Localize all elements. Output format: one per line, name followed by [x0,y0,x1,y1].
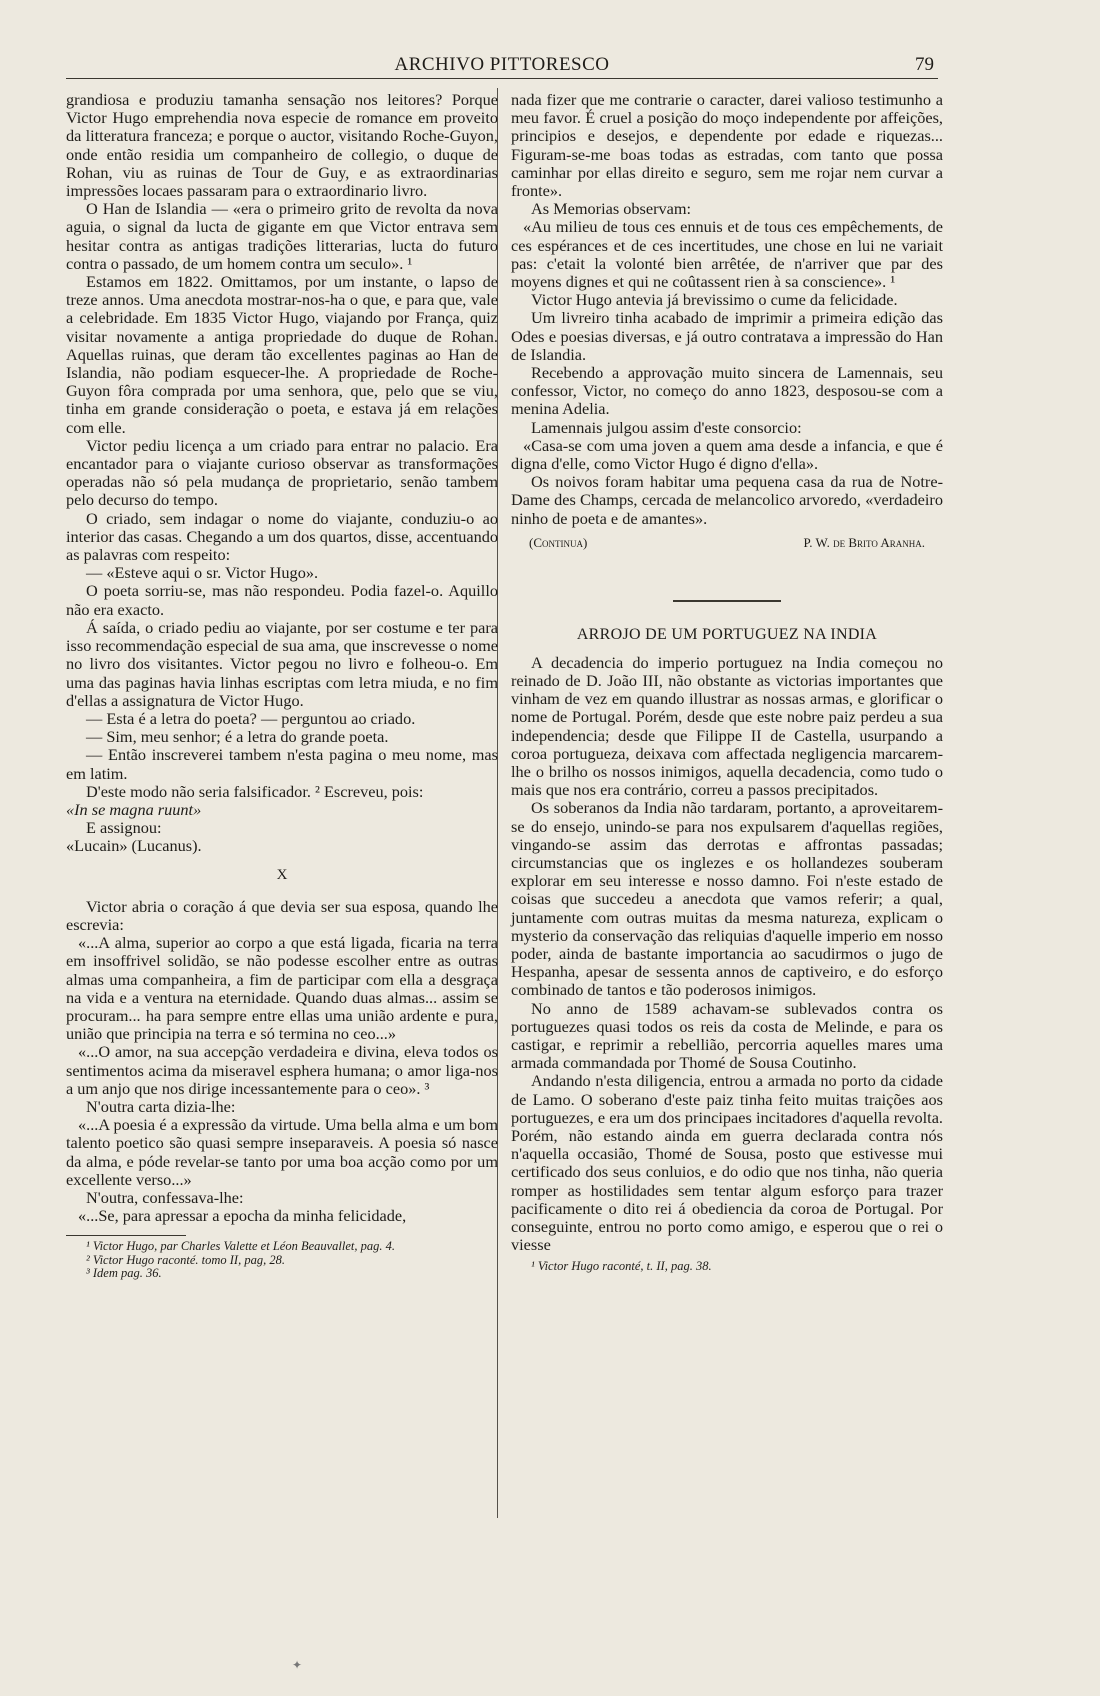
article-signature [511,534,943,552]
right-column [511,91,943,1274]
paragraph: Os soberanos da India não tardaram, portanto, a aproveitarem-se do ensejo, unindo-se para nos expulsarem d'aquellas regiões, vingando-se assim das derrotas e affrontas passadas; circumstancias que os inglezes e os hollandezes souberam explorar em seu interesse e nosso damno. Foi n'este estado de coisas que succedeu a anecdota que vamos referir; a qual, juntamente com outras muitas da mesma natureza, explicam o mysterio da conservação das reliquias d'aquelle imperio em nosso poder, ainda de bastante importancia ao sacudirmos o jugo de Hespanha, apesar de sessenta annos de captiveiro, e do esforço combinado de tantos e tão poderosos inimigos. [511,798,943,1000]
paragraph: Um livreiro tinha acabado de imprimir a primeira edição das Odes e poesias diversas, e já outro contratava a impressão do Han de Islandia. [511,308,943,364]
footnote-rule [66,1235,186,1236]
quote: «Lucain» (Lucanus). [66,836,202,856]
paragraph: N'outra, confessava-lhe: [86,1187,244,1207]
paragraph: — Esta é a letra do poeta? — perguntou ao criado. [86,708,416,728]
page-header [66,52,938,79]
paragraph: O poeta sorriu-se, mas não respondeu. Podia fazel-o. Aquillo não era exacto. [66,581,498,619]
paragraph: — «Esteve aqui o sr. Victor Hugo». [86,563,319,583]
continua-note: (Continua) [529,534,588,550]
paragraph: No anno de 1589 achavam-se sublevados contra os portuguezes quasi todos os reis da costa de Melinde, e para os castigar, e reprimir a rebellião, percorria aquelles mares uma armada commandada por Thomé de Sousa Coutinho. [511,998,943,1073]
paragraph: Victor abria o coração á que devia ser sua esposa, quando lhe escrevia: [66,896,498,934]
section-title: ARROJO DE UM PORTUGUEZ NA INDIA [576,625,878,643]
footnote: ² Victor Hugo raconté. tomo II, pag, 28. [86,1252,285,1267]
paragraph: Victor pediu licença a um criado para entrar no palacio. Era encantador para o viajante curioso observar as transformações operadas não só pela mudança de proprietario, senão tambem pelo decurso do tempo. [66,435,498,510]
section-numeral: X [276,866,288,883]
paragraph: nada fizer que me contrarie o caracter, darei valioso testimunho a meu favor. É cruel a posição do moço independente por affeições, principios e desejos, e dependente por edade e riquezas... Figuram-se-me boas todas as estradas, com tanto que possa caminhar por ellas direito e seguro, sem me rojar nem curvar a fronte». [511,90,943,201]
footnote: ³ Idem pag. 36. [86,1266,162,1281]
quote: «...O amor, na sua accepção verdadeira e divina, eleva todos os sentimentos acima da miseravel esphera humana; o amor liga-nos a um anjo que nos dirige incessantemente para o ceo». ³ [66,1042,498,1098]
paragraph: Andando n'esta diligencia, entrou a armada no porto da cidade de Lamo. O soberano d'este paiz tinha feito muitas traições aos portuguezes, e era um dos principaes incitadores d'aquella revolta. Porém, não estando ainda em guerra declarada contra nós n'aquella occasião, Thomé de Sousa, posto que estivesse mui certificado dos seus conluios, e do odio que nos tinha, não queria romper as hostilidades sem tentar algum esforço para trazer pacificamente o dito rei á obediencia da coroa de Portugal. Por conseguinte, entrou no porto como amigo, e esperou que o rei o viesse [511,1071,943,1255]
paragraph: D'este modo não seria falsificador. ² Escreveu, pois: [86,781,424,801]
section-separator [673,600,781,602]
paragraph: Lamennais julgou assim d'este consorcio: [531,417,802,437]
paragraph: E assignou: [86,818,162,838]
quote: «...A poesia é a expressão da virtude. Uma bella alma e um bom talento poetico são quasi sempre inseparaveis. A poesia só nasce da alma, e póde revelar-se tanto por uma boa acção como por um excellente verso...» [66,1115,498,1189]
paragraph: — Então inscreverei tambem n'esta pagina o meu nome, mas em latim. [66,745,498,783]
paragraph: grandiosa e produziu tamanha sensação nos leitores? Porque Victor Hugo emprehendia nova especie de romance em proveito da litteratura franceza; e porque o auctor, visitando Roche-Guyon, onde então residia um companheiro de collegio, o duque de Rohan, viu as ruinas de Tour de Guy, e as extraordinarias impressões locaes passaram para o extraordinario livro. [66,90,498,201]
paragraph: O Han de Islandia — «era o primeiro grito de revolta da nova aguia, o signal da lucta de gigante em que Victor entrava sem hesitar contra as antigas tradições litterarias, lucta do futuro contra o passado, de um homem contra um seculo». ¹ [66,199,498,273]
paragraph: A decadencia do imperio portuguez na India começou no reinado de D. João III, não obstante as victorias importantes que vinham de vez em quando illustrar as nossas armas, e glorificar o nome de Portugal. Porém, desde que este nobre paiz perdeu a sua independencia; desde que Filippe II de Castella, usurpando a coroa portugueza, deixava com affectada negligencia marcarem-lhe o brilho os nossos inimigos, aquella decadencia, como tudo o mais que nos era contrário, correu a passos precipitados. [511,652,943,800]
page-number: 79 [915,54,934,75]
paragraph: As Memorias observam: [531,199,692,219]
author-name: P. W. de Brito Aranha. [803,534,925,550]
quote: «Casa-se com uma joven a quem ama desde a infancia, e que é digna d'elle, como Victor Hugo é digno d'ella». [511,435,943,474]
left-column [66,91,498,1281]
paragraph: Recebendo a approvação muito sincera de Lamennais, seu confessor, Victor, no começo do anno 1823, desposou-se com a menina Adelia. [511,363,943,419]
quote: «...Se, para apressar a epocha da minha felicidade, [78,1206,407,1226]
printer-ornament-icon: ✦ [292,1658,303,1672]
footnote: ¹ Victor Hugo, par Charles Valette et Léon Beauvallet, pag. 4. [86,1239,396,1254]
quote: «...A alma, superior ao corpo a que está ligada, ficaria na terra em insoffrivel solidão, se não podesse escolher entre as outras almas uma companheira, a fim de participar com ella a desgraça na vida e a ventura na eternidade. Quando duas almas... assim se procuram... ha para sempre entre ellas uma união ardente e pura, união que principia na terra e só termina no ceo...» [66,933,498,1044]
paragraph: — Sim, meu senhor; é a letra do grande poeta. [86,727,389,747]
journal-title: ARCHIVO PITTORESCO [394,54,610,75]
quote: «Au milieu de tous ces ennuis et de tous ces empêchements, de ces espérances et de ces incertitudes, une chose en lui ne variait pas: c'etait la volonté bien arrêtée, de n'arriver que par des moyens dignes et qui ne coûtassent rien à sa conscience». ¹ [511,217,943,292]
footnote: ¹ Victor Hugo raconté, t. II, pag. 38. [531,1259,712,1274]
paragraph: Á saída, o criado pediu ao viajante, por ser costume e ter para isso recommendação especial de sua ama, que inscrevesse o nome no livro dos visitantes. Victor pegou no livro e folheou-o. Em uma das paginas havia linhas escriptas com letra miuda, e no fim d'ellas a assignatura de Victor Hugo. [66,617,498,710]
paragraph: O criado, sem indagar o nome do viajante, conduziu-o ao interior das casas. Chegando a um dos quartos, disse, accentuando as palavras com respeito: [66,508,498,565]
paragraph: Estamos em 1822. Omittamos, por um instante, o lapso de treze annos. Uma anecdota mostrar-nos-ha o que, e para que, vale a celebridade. Em 1835 Victor Hugo, viajando por França, quiz visitar novamente a antiga propriedade do duque de Rohan. Aquellas ruinas, que deram tão excellentes paginas ao Han de Islandia, não podiam esquecer-lhe. A propriedade de Roche-Guyon fôra comprada por uma senhora, que, pelo que se viu, tinha em grande consideração o poeta, e estava já em relações com elle. [66,272,498,437]
paragraph: N'outra carta dizia-lhe: [86,1096,236,1116]
paragraph: Os noivos foram habitar uma pequena casa da rua de Notre-Dame des Champs, cercada de melancolico arvoredo, «verdadeiro ninho de poeta e de amantes». [511,472,943,528]
paragraph: Victor Hugo antevia já brevissimo o cume da felicidade. [531,290,898,310]
quote: «In se magna ruunt» [66,799,202,819]
